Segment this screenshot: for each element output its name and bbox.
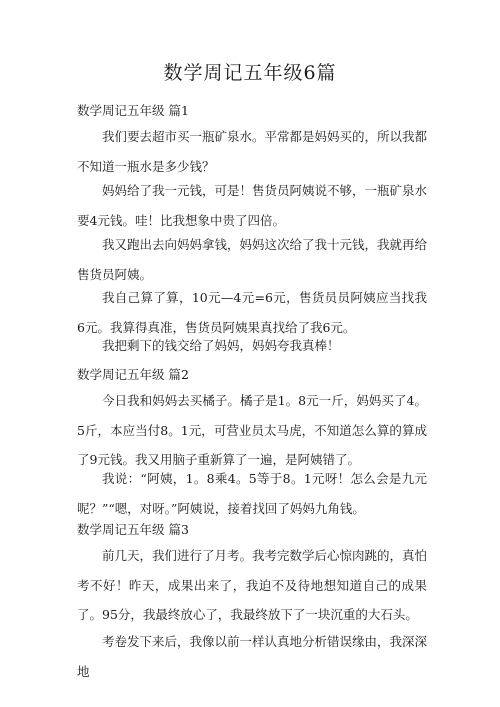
paragraph: 妈妈给了我一元钱，可是！售货员阿姨说不够，一瓶矿泉水要4元钱。哇！比我想象中贵了四倍。	[77, 183, 428, 228]
paragraph: 前几天，我们进行了月考。我考完数学后心惊肉跳的，真怕考不好！昨天，成果出来了，我迫不及待地想知道自己的成果了。95分，我最终放心了，我最终放下了一块沉重的大石头。	[77, 548, 428, 622]
paragraph: 我把剩下的钱交给了妈妈，妈妈夸我真棒！	[102, 338, 340, 353]
paragraph: 我自己算了算，10元—4元=6元，售货员员阿姨应当找我6元。我算得真准，售货员阿姨果真找给了我6元。	[77, 290, 427, 335]
paragraph: 我们要去超市买一瓶矿泉水。平常都是妈妈买的，所以我都不知道一瓶水是多少钱？	[77, 129, 428, 174]
document-title: 数学周记五年级6篇	[163, 62, 337, 84]
paragraph: 今日我和妈妈去买橘子。橘子是1。8元一斤，妈妈买了4。5斤，本应当付8。1元，可营业员太马虎，不知道怎么算的算成了9元钱。我又用脑子重新算了一遍，是阿姨错了。	[77, 393, 427, 467]
paragraph: 考卷发下来后，我像以前一样认真地分析错误缘由，我深深地	[77, 634, 428, 679]
section-heading-2: 数学周记五年级 篇2	[77, 367, 189, 382]
paragraph: 我又跑出去向妈妈拿钱，妈妈这次给了我十元钱，我就再给售货员阿姨。	[77, 237, 428, 282]
section-heading-3: 数学周记五年级 篇3	[77, 522, 189, 537]
section-heading-1: 数学周记五年级 篇1	[77, 103, 189, 118]
paragraph: 我说：“阿姨，1。8乘4。5等于8。1元呀！怎么会是九元呢？”“嗯，对呀。”阿姨说，接着找回了妈妈九角钱。	[77, 471, 427, 516]
